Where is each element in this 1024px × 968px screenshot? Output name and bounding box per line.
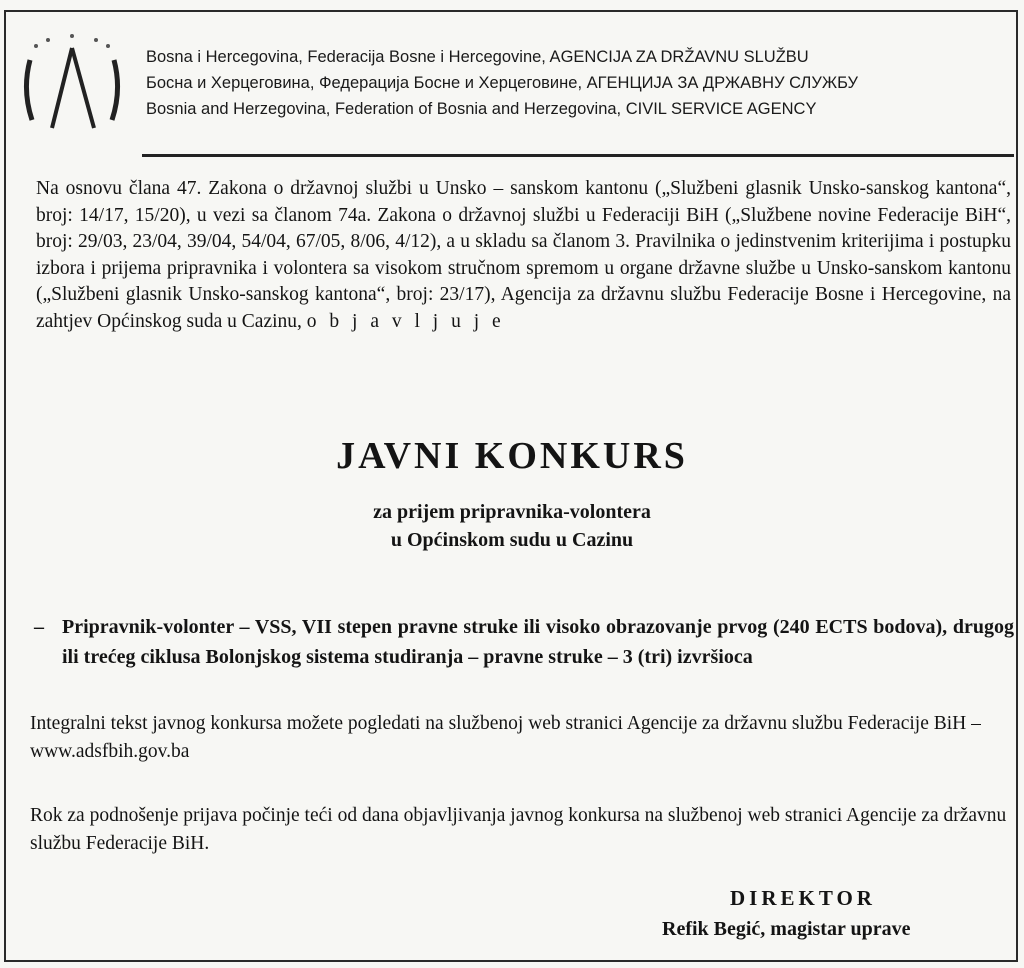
header-line-latin: Bosna i Hercegovina, Federacija Bosne i Hercegovine, AGENCIJA ZA DRŽAVNU SLUŽBU <box>146 48 809 66</box>
position-item <box>34 612 1014 672</box>
subtitle-line-1: za prijem pripravnika-volontera <box>373 501 651 523</box>
intro-verb: o b j a v l j u j e <box>306 310 505 332</box>
position-text: Pripravnik-volonter – VSS, VII stepen pravne struke ili visoko obrazovanje prvog (240 ECTS bodova), drugog ili trećeg ciklusa Bolonjskog sistema studiranja – pravne struke – 3 (tri) izvršioca <box>62 616 1014 668</box>
intro-paragraph <box>36 176 1011 335</box>
header-line-cyrillic: Босна и Херцеговина, Федерација Босне и Херцеговине, АГЕНЦИЈА ЗА ДРЖАВНУ СЛУЖБУ <box>146 74 858 92</box>
deadline-paragraph: Rok za podnošenje prijava počinje teći od dana objavljivanja javnog konkursa na službenoj web stranici Agencije za državnu službu Federacije BiH. <box>30 805 1007 854</box>
header-divider <box>142 154 1014 157</box>
signature-name: Refik Begić, magistar uprave <box>662 918 911 940</box>
intro-text: Na osnovu člana 47. Zakona o državnoj službi u Unsko – sanskom kantonu („Službeni glasnik Unsko-sanskog kantona“, broj: 14/17, 15/20), u vezi sa članom 74a. Zakona o državnoj službi u Federaciji BiH („Službene novine Federacije BiH“, broj: 29/03, 23/04, 39/04, 54/04, 67/05, 8/06, 4/12), a u skladu sa članom 3. Pravilnika o jedinstvenim kriterijima i postupku izbora i prijema pripravnika i volontera sa visokom stručnom spremom u organe državne službe u Unsko-sanskom kantonu („Službeni glasnik Unsko-sanskog kantona“, broj: 23/17), Agencija za državnu službu Federacije Bosne i Hercegovine, na zahtjev Općinskog suda u Cazinu, <box>36 178 1011 332</box>
agency-logo-icon <box>22 30 122 140</box>
agency-header <box>146 44 1006 122</box>
header-line-english: Bosnia and Herzegovina, Federation of Bosnia and Herzegovina, CIVIL SERVICE AGENCY <box>146 100 817 118</box>
subtitle-line-2: u Općinskom sudu u Cazinu <box>390 529 634 551</box>
notice-subtitle <box>0 498 1024 554</box>
position-dash: – <box>34 616 44 638</box>
notice-title: JAVNI KONKURS <box>336 435 688 477</box>
integral-text-paragraph: Integralni tekst javnog konkursa možete pogledati na službenoj web stranici Agencije za državnu službu Federacije BiH – www.adsfbih.gov.ba <box>30 713 981 762</box>
signature-role: DIREKTOR <box>730 886 876 910</box>
